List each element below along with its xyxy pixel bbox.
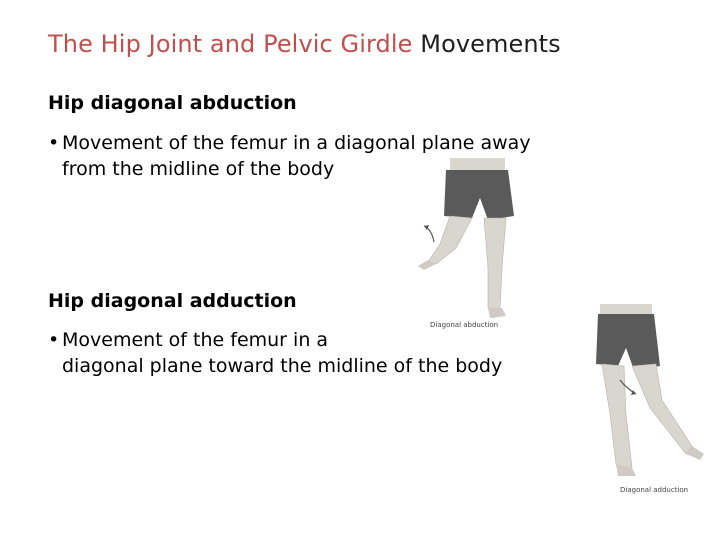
diagonal-adduction-figure [596, 304, 708, 484]
bullet-dot: • [48, 132, 60, 154]
slide-title-accent: The Hip Joint and Pelvic Girdle [48, 30, 413, 58]
bullet-abduction-line2: from the midline of the body [62, 158, 335, 180]
bullet-abduction [48, 130, 648, 182]
bullet-adduction-line1: Movement of the femur in a [62, 329, 329, 351]
bullet-dot: • [48, 329, 60, 351]
caption-diagonal-adduction: Diagonal adduction [620, 486, 689, 494]
caption-diagonal-abduction: Diagonal abduction [430, 321, 499, 329]
slide-title-rest: Movements [412, 30, 561, 58]
bullet-adduction [48, 327, 608, 379]
bullet-abduction-line1: Movement of the femur in a diagonal plane away [62, 132, 531, 154]
bullet-adduction-line2: diagonal plane toward the midline of the body [62, 355, 503, 377]
section-heading-adduction: Hip diagonal adduction [48, 290, 297, 312]
diagonal-abduction-figure [410, 158, 525, 333]
slide-title [48, 30, 561, 58]
section-heading-abduction: Hip diagonal abduction [48, 92, 297, 114]
